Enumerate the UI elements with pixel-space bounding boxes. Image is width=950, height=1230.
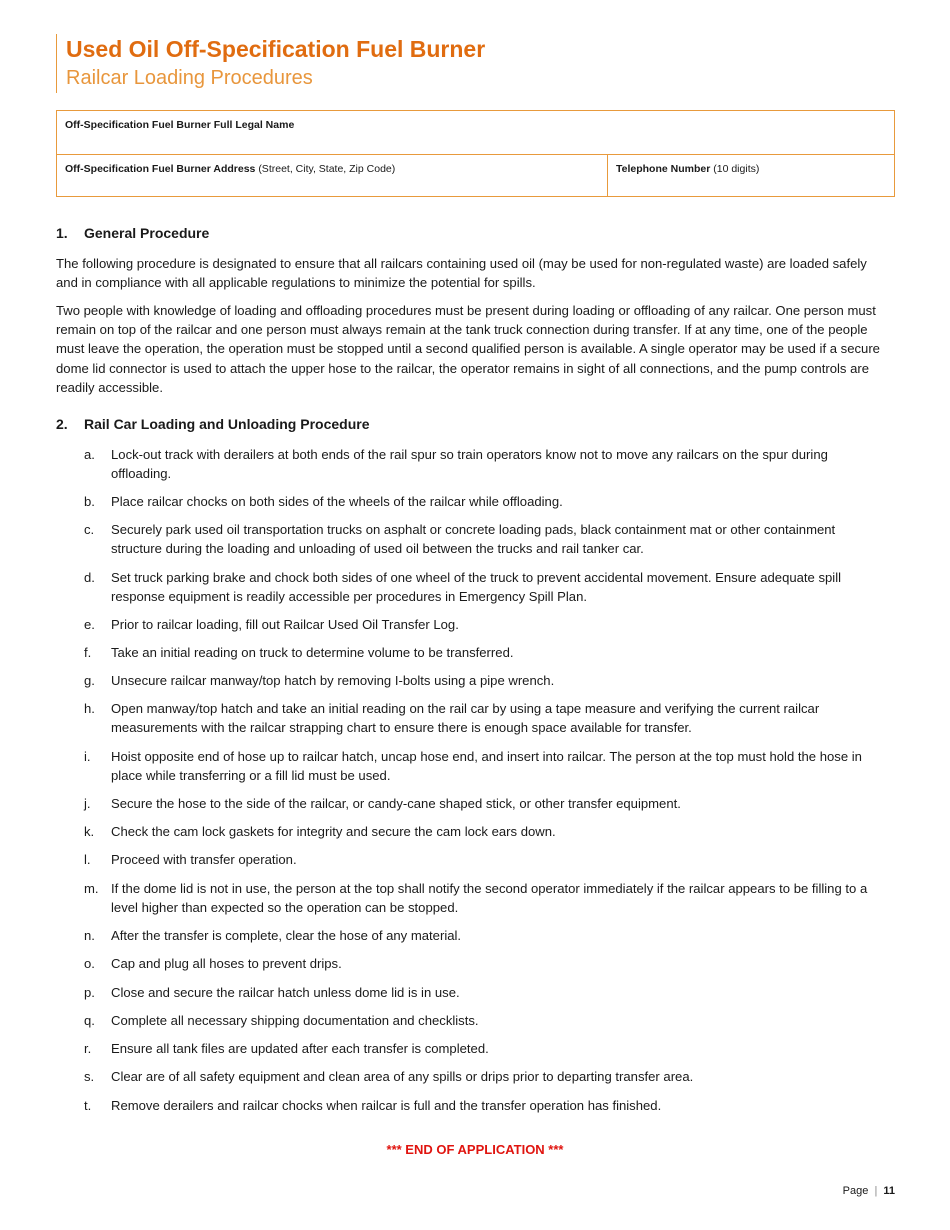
list-item-letter: n. — [84, 928, 95, 943]
list-item-text: After the transfer is complete, clear the hose of any material. — [111, 928, 462, 943]
list-item — [56, 615, 886, 634]
list-item-letter: b. — [84, 494, 95, 509]
section-number: 2. — [56, 416, 68, 432]
list-item-letter: t. — [84, 1098, 92, 1113]
list-item-text: Complete all necessary shipping documentation and checklists. — [111, 1013, 479, 1028]
list-item-text: If the dome lid is not in use, the person at the top shall notify the second operator immediately if the railcar appears to be filling to a level higher than expected so the operation can be stopped. — [111, 881, 868, 915]
list-item-letter: p. — [84, 985, 95, 1000]
phone-label: Telephone Number — [616, 163, 711, 175]
section-loading-procedure — [56, 416, 886, 432]
list-item-text: Securely park used oil transportation trucks on asphalt or concrete loading pads, black containment mat or other containment structure during the loading and unloading of used oil between the trucks and rail tanker car. — [111, 522, 836, 556]
list-item — [56, 1096, 886, 1115]
section-heading — [56, 225, 886, 241]
list-item-text: Secure the hose to the side of the railcar, or candy-cane shaped stick, or other transfer equipment. — [111, 796, 681, 811]
list-item-letter: e. — [84, 617, 95, 632]
list-item — [56, 879, 886, 917]
list-item — [56, 492, 886, 511]
address-field[interactable] — [57, 155, 608, 196]
list-item-text: Proceed with transfer operation. — [111, 852, 297, 867]
section-number: 1. — [56, 225, 68, 241]
list-item — [56, 850, 886, 869]
document-title: Used Oil Off-Specification Fuel Burner — [66, 36, 486, 62]
list-item — [56, 445, 886, 483]
list-item-text: Clear are of all safety equipment and clean area of any spills or drips prior to departing transfer area. — [111, 1069, 694, 1084]
list-item-letter: h. — [84, 701, 95, 716]
list-item-text: Check the cam lock gaskets for integrity and secure the cam lock ears down. — [111, 824, 556, 839]
list-item — [56, 1011, 886, 1030]
phone-hint: (10 digits) — [713, 163, 760, 175]
document-subtitle: Railcar Loading Procedures — [66, 67, 313, 89]
list-item-text: Cap and plug all hoses to prevent drips. — [111, 956, 342, 971]
list-item-letter: l. — [84, 852, 91, 867]
list-item-letter: j. — [84, 796, 91, 811]
list-item-letter: r. — [84, 1041, 92, 1056]
list-item — [56, 747, 886, 785]
list-item — [56, 520, 886, 558]
list-item-letter: o. — [84, 956, 95, 971]
list-item-text: Hoist opposite end of hose up to railcar hatch, uncap hose end, and insert into railcar. The person at the top must hold the hose in place while transferring or a fill lid must be used. — [111, 749, 862, 783]
section-heading — [56, 416, 886, 432]
list-item — [56, 983, 886, 1002]
list-item-text: Set truck parking brake and chock both sides of one wheel of the truck to prevent accidental movement. Ensure adequate spill response equipment is readily accessible per procedures in Emergency Spill Plan. — [111, 570, 842, 604]
section-title: Rail Car Loading and Unloading Procedure — [84, 416, 370, 432]
page-label: Page — [842, 1185, 869, 1197]
applicant-info-form — [56, 110, 895, 197]
document-header — [56, 34, 895, 93]
list-item — [56, 926, 886, 945]
footer-separator: | — [874, 1185, 878, 1197]
paragraph: The following procedure is designated to ensure that all railcars containing used oil (may be used for non-regulated waste) are loaded safely and in compliance with all applicable regulations to minimize the potential for spills. — [56, 256, 867, 291]
legal-name-row — [57, 111, 894, 154]
list-item — [56, 1067, 886, 1086]
list-item-letter: g. — [84, 673, 95, 688]
list-item-letter: i. — [84, 749, 91, 764]
list-item — [56, 671, 886, 690]
list-item-letter: s. — [84, 1069, 95, 1084]
list-item — [56, 643, 886, 662]
list-item-text: Unsecure railcar manway/top hatch by removing I-bolts using a pipe wrench. — [111, 673, 555, 688]
list-item — [56, 699, 886, 737]
list-item-text: Remove derailers and railcar chocks when railcar is full and the transfer operation has finished. — [111, 1098, 662, 1113]
list-item-letter: c. — [84, 522, 95, 537]
list-item — [56, 954, 886, 973]
list-item-letter: f. — [84, 645, 92, 660]
address-hint: (Street, City, State, Zip Code) — [258, 163, 396, 175]
list-item-letter: d. — [84, 570, 95, 585]
list-item-letter: k. — [84, 824, 95, 839]
phone-field[interactable] — [608, 155, 894, 196]
section-title: General Procedure — [84, 225, 210, 241]
legal-name-label: Off-Specification Fuel Burner Full Legal Name — [65, 119, 295, 131]
list-item — [56, 1039, 886, 1058]
list-item-text: Open manway/top hatch and take an initial reading on the rail car by using a tape measure and verifying the current railcar measurements with the railcar strapping chart to ensure there is enough space available for transfer. — [111, 701, 820, 735]
list-item — [56, 794, 886, 813]
list-item-letter: m. — [84, 881, 99, 896]
list-item-letter: a. — [84, 447, 95, 462]
list-item — [56, 822, 886, 841]
end-of-application-text: *** END OF APPLICATION *** — [386, 1142, 564, 1157]
paragraph: Two people with knowledge of loading and offloading procedures must be present during loading or offloading of any railcar. One person must remain on top of the railcar and one person must always remain at the tank truck connection during transfer. If at any time, one of the people must leave the operation, the operation must be stopped until a second qualified person is available. A single operator may be used if a secure dome lid connector is used to attach the upper hose to the railcar, the operator remains in sight of all connections, and the pump controls are readily accessible. — [56, 303, 880, 395]
list-item-text: Lock-out track with derailers at both ends of the rail spur so train operators know not to move any railcars on the spur during offloading. — [111, 447, 828, 481]
legal-name-field[interactable] — [57, 111, 894, 154]
list-item-text: Ensure all tank files are updated after each transfer is completed. — [111, 1041, 489, 1056]
list-item-letter: q. — [84, 1013, 95, 1028]
list-item-text: Place railcar chocks on both sides of the wheels of the railcar while offloading. — [111, 494, 563, 509]
page-number: 11 — [883, 1185, 895, 1197]
address-label: Off-Specification Fuel Burner Address — [65, 163, 256, 175]
list-item — [56, 568, 886, 606]
list-item-text: Take an initial reading on truck to determine volume to be transferred. — [111, 645, 514, 660]
list-item-text: Close and secure the railcar hatch unless dome lid is in use. — [111, 985, 460, 1000]
address-phone-row — [57, 154, 894, 196]
list-item-text: Prior to railcar loading, fill out Railcar Used Oil Transfer Log. — [111, 617, 459, 632]
page-footer — [843, 1185, 895, 1197]
section-general-procedure — [56, 225, 886, 241]
